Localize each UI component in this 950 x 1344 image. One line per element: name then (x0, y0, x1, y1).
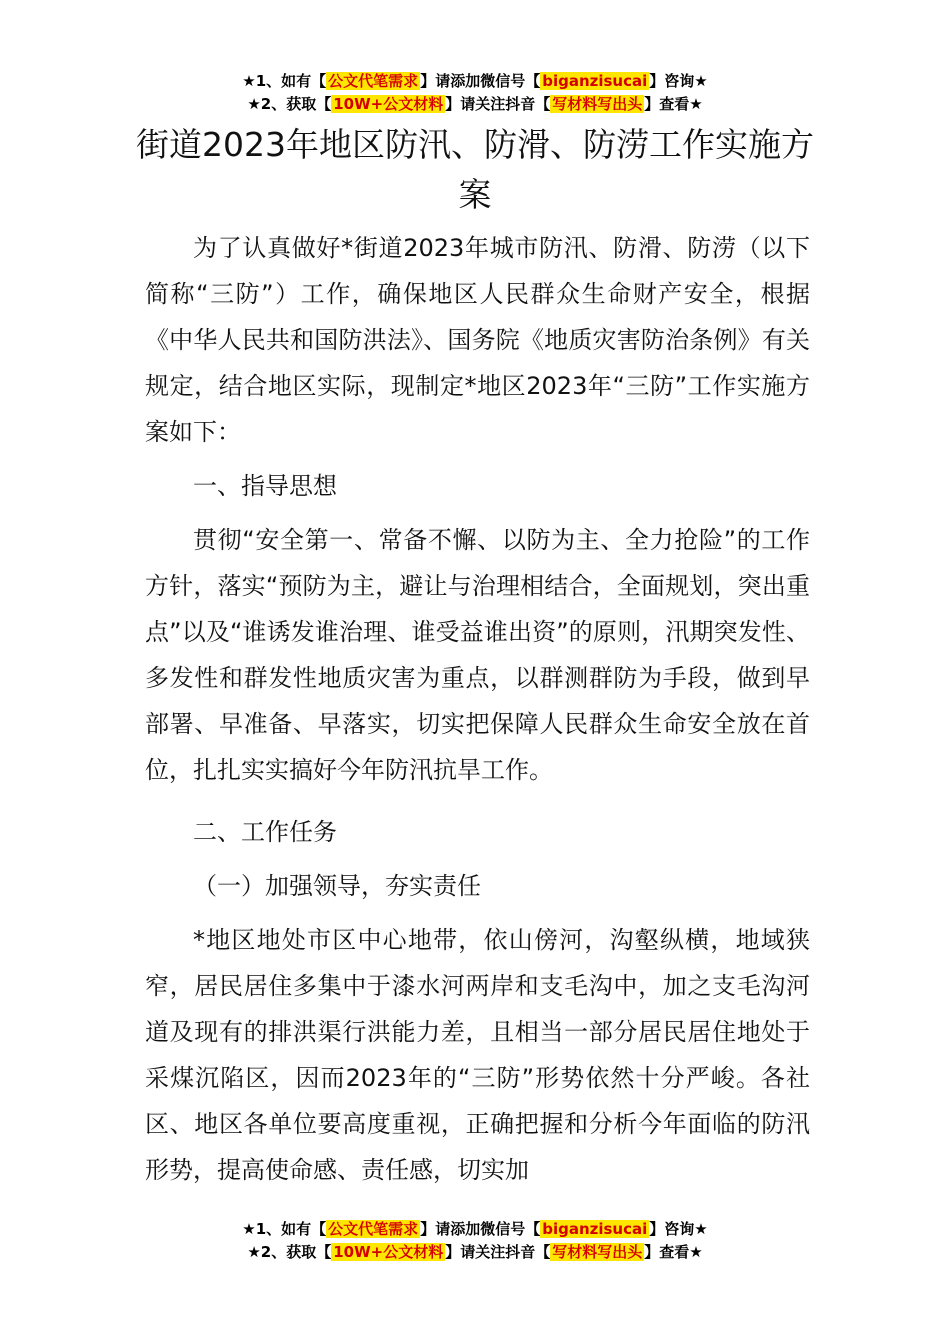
promo-text: ★1、如有【 (242, 1220, 327, 1238)
section-heading-1: 一、指导思想 (193, 472, 337, 500)
promo-text: ★1、如有【 (242, 72, 327, 90)
promo-text: 】请关注抖音【 (445, 1243, 551, 1261)
document-title: 街道2023年地区防汛、防滑、防涝工作实施方案 (136, 125, 814, 214)
promo-douyin-id: 写材料写出头 (552, 95, 643, 113)
promo-banner-bottom (0, 1218, 950, 1264)
task-paragraph: *地区地处市区中心地带，依山傍河，沟壑纵横，地域狭窄，居民居住多集中于漆水河两岸和支毛沟中，加之支毛沟河道及现有的排洪渠行洪能力差，且相当一部分居民居住地处于采煤沉陷区，因而2023年的“三防”形势依然十分严峻。各社区、地区各单位要高度重视，正确把握和分析今年面临的防汛形势，提高使命感、责任感，切实加 (145, 926, 810, 1184)
section-heading-2: 二、工作任务 (193, 818, 337, 846)
promo-text: 】查看★ (644, 1243, 703, 1261)
guiding-thought-paragraph: 贯彻“安全第一、常备不懈、以防为主、全力抢险”的工作方针，落实“预防为主，避让与治理相结合，全面规划，突出重点”以及“谁诱发谁治理、谁受益谁出资”的原则，汛期突发性、多发性和群发性地质灾害为重点，以群测群防为手段，做到早部署、早准备、早落实，切实把保障人民群众生命安全放在首位，扎扎实实搞好今年防汛抗旱工作。 (145, 526, 810, 784)
promo-text: ★2、获取【 (247, 1243, 332, 1261)
promo-highlight: 10W+公文材料 (333, 95, 444, 113)
promo-banner-top (0, 70, 950, 116)
promo-highlight: 公文代笔需求 (328, 1220, 419, 1238)
promo-text: 】请关注抖音【 (445, 95, 551, 113)
promo-line-2 (0, 1241, 950, 1264)
promo-text: 】请添加微信号【 (420, 1220, 541, 1238)
promo-text: 】咨询★ (649, 1220, 708, 1238)
promo-wechat-id: biganzisucai (542, 72, 648, 90)
document-body (145, 225, 810, 1193)
promo-highlight: 10W+公文材料 (333, 1243, 444, 1261)
promo-text: 】咨询★ (649, 72, 708, 90)
promo-douyin-id: 写材料写出头 (552, 1243, 643, 1261)
promo-text: ★2、获取【 (247, 95, 332, 113)
promo-highlight: 公文代笔需求 (328, 72, 419, 90)
promo-wechat-id: biganzisucai (542, 1220, 648, 1238)
promo-line-1 (0, 1218, 950, 1241)
intro-paragraph: 为了认真做好*街道2023年城市防汛、防滑、防涝（以下简称“三防”）工作，确保地区人民群众生命财产安全，根据《中华人民共和国防洪法》、国务院《地质灾害防治条例》有关规定，结合地区实际，现制定*地区2023年“三防”工作实施方案如下： (145, 234, 810, 446)
promo-text: 】查看★ (644, 95, 703, 113)
promo-line-1 (0, 70, 950, 93)
promo-text: 】请添加微信号【 (420, 72, 541, 90)
promo-line-2 (0, 93, 950, 116)
subsection-heading-1: （一）加强领导，夯实责任 (193, 872, 481, 900)
